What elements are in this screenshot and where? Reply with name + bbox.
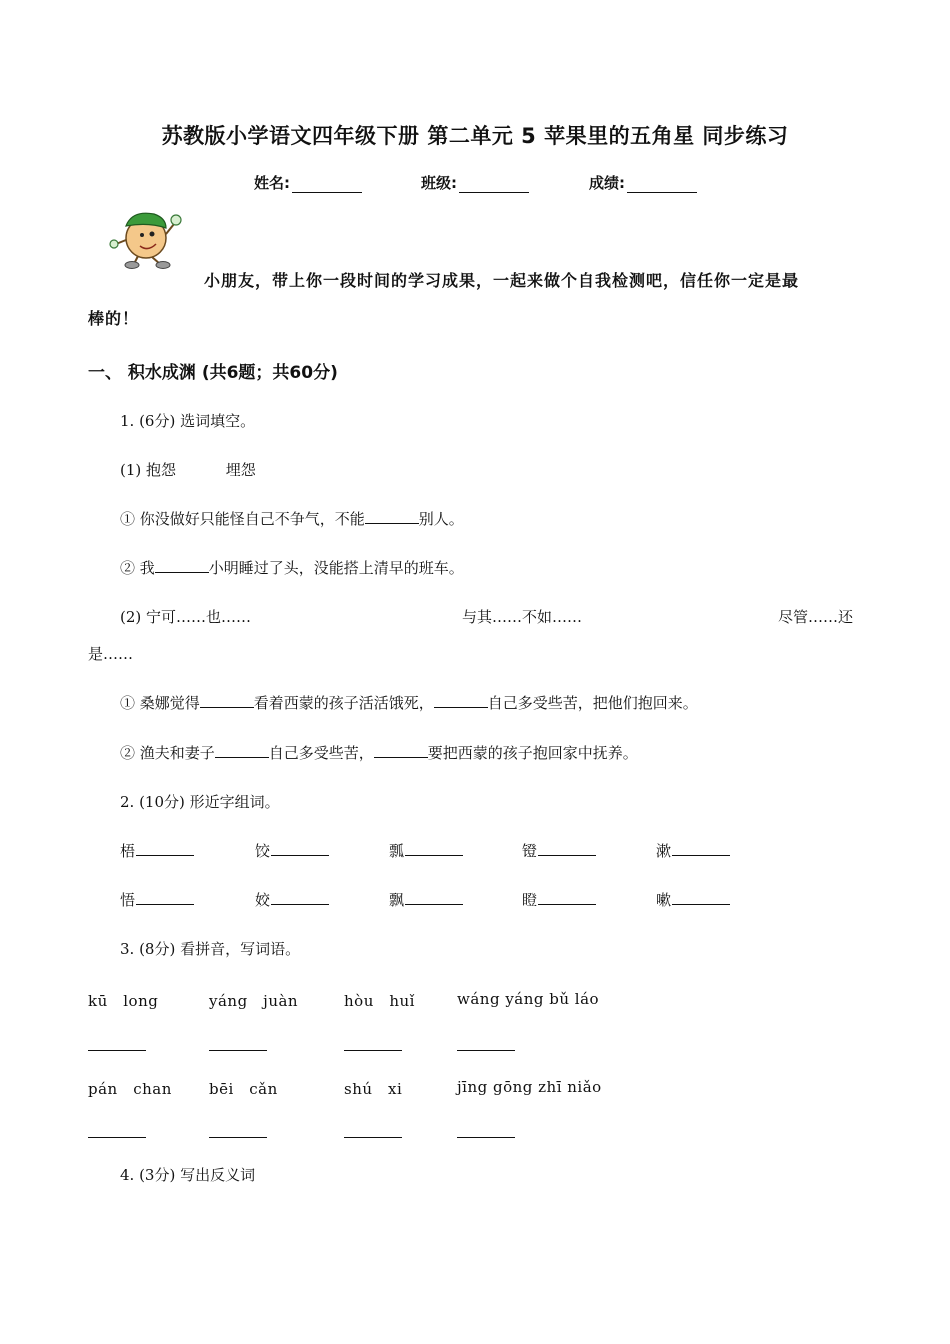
q1-part1-sentence-a xyxy=(120,508,464,529)
q1-part2-sentence-b xyxy=(120,742,638,763)
answer-line[interactable] xyxy=(88,1050,146,1051)
sentence-text: 别人。 xyxy=(418,510,464,528)
word-blank[interactable] xyxy=(136,890,194,905)
intro-line-2: 棒的！ xyxy=(88,309,140,328)
q1-part1-sentence-b xyxy=(120,557,464,578)
pinyin-prompt: hòu huǐ xyxy=(344,992,415,1010)
answer-line[interactable] xyxy=(457,1050,515,1051)
q2-char: 镫 xyxy=(522,842,538,860)
pinyin-prompt: yáng juàn xyxy=(209,992,299,1010)
sentence-text: 自己多受些苦，把他们抱回来。 xyxy=(487,694,698,712)
q4-heading: 4. (3分) 写出反义词 xyxy=(120,1166,256,1184)
word-blank[interactable] xyxy=(271,841,329,856)
word-blank[interactable] xyxy=(136,841,194,856)
pinyin-prompt: kū long xyxy=(88,992,159,1010)
answer-line[interactable] xyxy=(457,1137,515,1138)
fill-blank[interactable] xyxy=(374,743,428,758)
name-blank xyxy=(292,178,362,193)
class-label: 班级: xyxy=(421,174,457,192)
score-field xyxy=(589,172,697,193)
q2-item xyxy=(255,889,329,910)
sentence-text: 要把西蒙的孩子抱回家中抚养。 xyxy=(427,744,638,762)
q3-heading: 3. (8分) 看拼音，写词语。 xyxy=(120,940,301,958)
q2-char: 悟 xyxy=(120,891,136,909)
word-blank[interactable] xyxy=(672,841,730,856)
sentence-text: ① 你没做好只能怪自己不争气，不能 xyxy=(120,510,365,528)
pinyin-prompt: jīng gōng zhī niǎo xyxy=(457,1078,602,1096)
pinyin-prompt: shú xi xyxy=(344,1080,403,1098)
q1-part2-option-1: (2) 宁可……也…… xyxy=(120,608,252,626)
word-blank[interactable] xyxy=(405,890,463,905)
q2-item xyxy=(656,889,730,910)
sentence-text: ② 渔夫和妻子 xyxy=(120,744,215,762)
q2-item xyxy=(389,889,463,910)
q2-item xyxy=(656,840,730,861)
q2-item xyxy=(522,889,596,910)
q1-part1-options: (1) 抱怨 埋怨 xyxy=(120,461,256,479)
sentence-text: ① 桑娜觉得 xyxy=(120,694,200,712)
q2-item xyxy=(522,840,596,861)
word-blank[interactable] xyxy=(405,841,463,856)
sentence-text: 看着西蒙的孩子活活饿死， xyxy=(253,694,434,712)
word-blank[interactable] xyxy=(538,890,596,905)
answer-line[interactable] xyxy=(209,1050,267,1051)
q2-item xyxy=(389,840,463,861)
word-blank[interactable] xyxy=(271,890,329,905)
q2-heading: 2. (10分) 形近字组词。 xyxy=(120,793,280,811)
q2-char: 饺 xyxy=(255,842,271,860)
sentence-text: 自己多受些苦， xyxy=(268,744,374,762)
q2-char: 飘 xyxy=(389,891,405,909)
answer-line[interactable] xyxy=(344,1050,402,1051)
mascot-illustration xyxy=(108,204,190,270)
fill-blank[interactable] xyxy=(365,509,419,524)
pinyin-prompt: wáng yáng bǔ láo xyxy=(457,990,600,1008)
q1-part2-option-2: 与其……不如…… xyxy=(462,608,583,626)
q1-part2-sentence-a xyxy=(120,692,698,713)
class-blank xyxy=(459,178,529,193)
fill-blank[interactable] xyxy=(215,743,269,758)
score-label: 成绩: xyxy=(589,174,625,192)
q2-char: 瓢 xyxy=(389,842,405,860)
word-blank[interactable] xyxy=(538,841,596,856)
page-title: 苏教版小学语文四年级下册 第二单元 5 苹果里的五角星 同步练习 xyxy=(161,124,789,148)
fill-blank[interactable] xyxy=(200,693,254,708)
score-blank xyxy=(627,178,697,193)
pinyin-prompt: bēi cǎn xyxy=(209,1080,278,1098)
word-blank[interactable] xyxy=(672,890,730,905)
q2-char: 瞪 xyxy=(522,891,538,909)
answer-line[interactable] xyxy=(344,1137,402,1138)
q1-heading: 1. (6分) 选词填空。 xyxy=(120,412,256,430)
q1-part2-option-3: 尽管……还 xyxy=(778,608,854,626)
q2-char: 漱 xyxy=(656,842,672,860)
sentence-text: 小明睡过了头，没能搭上清早的班车。 xyxy=(208,559,464,577)
q2-char: 嗽 xyxy=(656,891,672,909)
answer-line[interactable] xyxy=(88,1137,146,1138)
sentence-text: ② 我 xyxy=(120,559,155,577)
section-heading: 一、 积水成渊 (共6题；共60分) xyxy=(88,363,338,383)
intro-line-1: 小朋友，带上你一段时间的学习成果，一起来做个自我检测吧，信任你一定是最 xyxy=(204,271,800,290)
fill-blank[interactable] xyxy=(155,558,209,573)
q2-item xyxy=(120,889,194,910)
q2-char: 梧 xyxy=(120,842,136,860)
q2-char: 姣 xyxy=(255,891,271,909)
fill-blank[interactable] xyxy=(434,693,488,708)
class-field xyxy=(421,172,529,193)
name-field xyxy=(254,172,362,193)
answer-line[interactable] xyxy=(209,1137,267,1138)
pinyin-prompt: pán chan xyxy=(88,1080,172,1098)
q2-item xyxy=(255,840,329,861)
q2-item xyxy=(120,840,194,861)
name-label: 姓名: xyxy=(254,174,290,192)
q1-part2-option-3-cont: 是…… xyxy=(88,645,134,663)
